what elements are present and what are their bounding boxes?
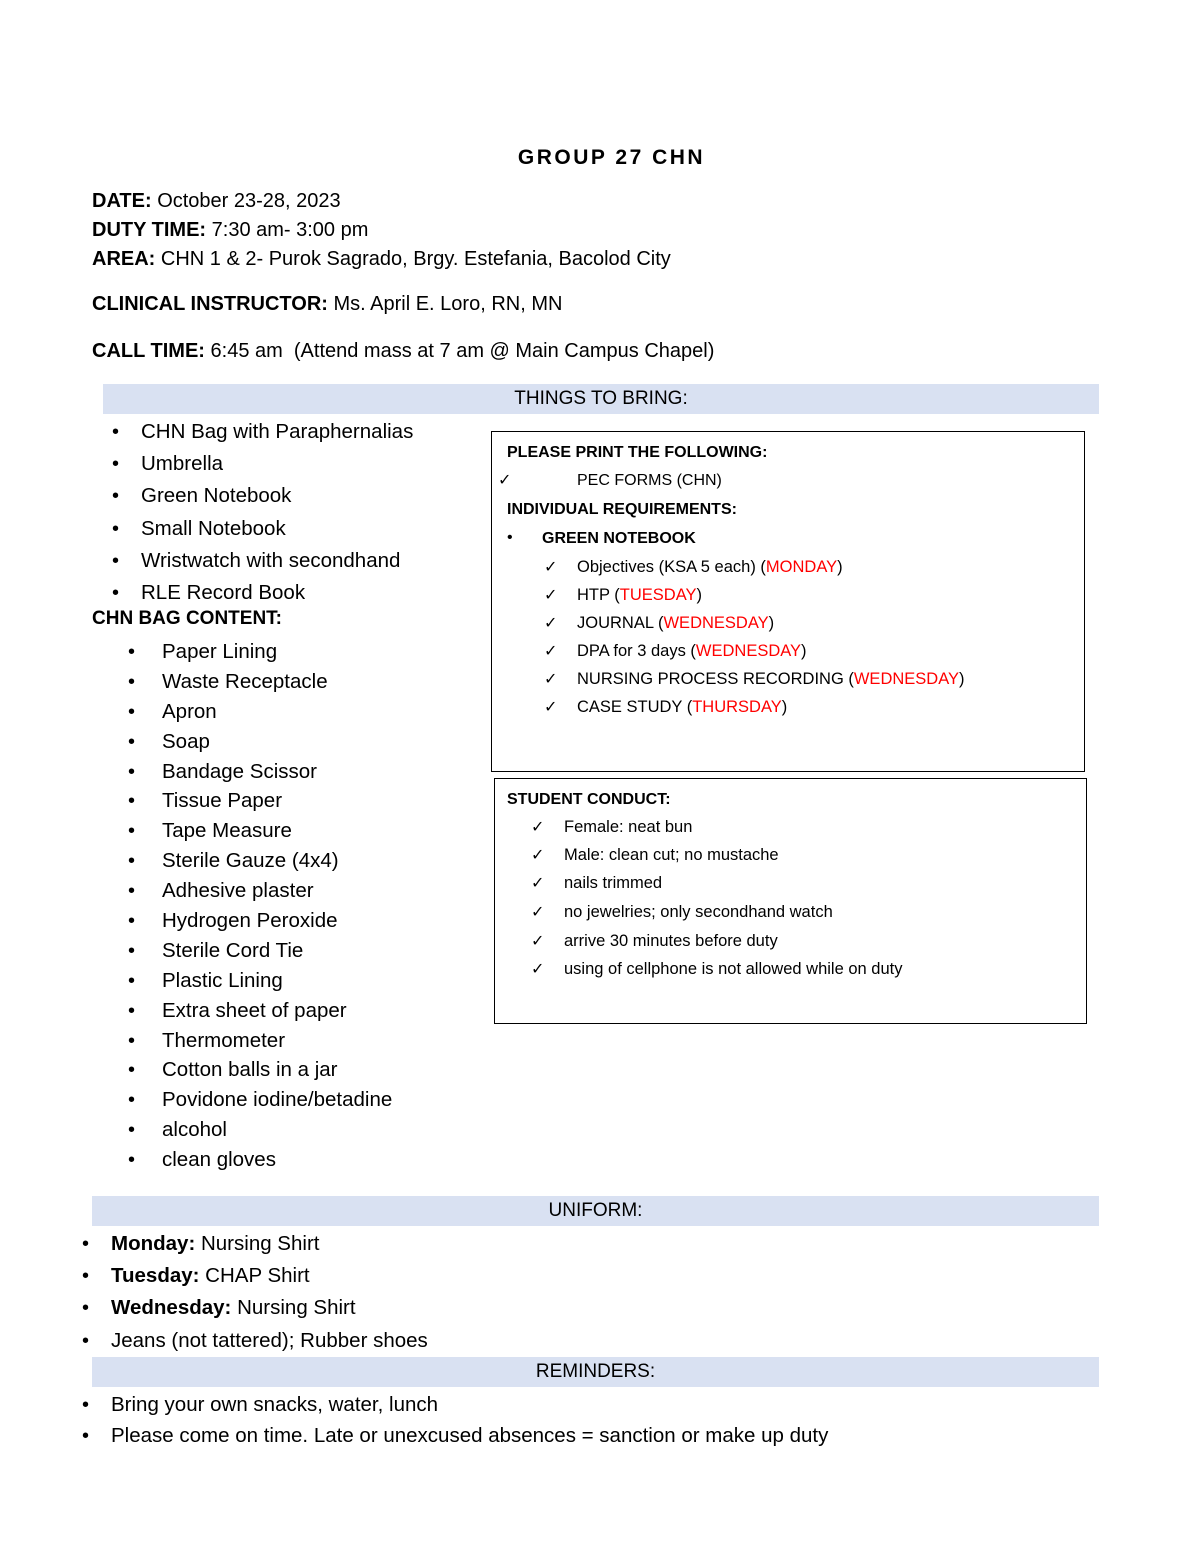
check-icon: ✓: [531, 902, 545, 921]
list-item: • Green Notebook: [0, 480, 413, 512]
requirement-day: WEDNESDAY: [663, 614, 769, 632]
requirement-item: [577, 614, 774, 633]
list-item: • CHN Bag with Paraphernalias: [0, 416, 413, 448]
uniform-item: [0, 1228, 428, 1260]
area-value: CHN 1 & 2- Purok Sagrado, Brgy. Estefania, Bacolod City: [160, 248, 671, 270]
list-item: • Please come on time. Late or unexcused absences = sanction or make up duty: [0, 1420, 828, 1452]
uniform-item: [0, 1292, 428, 1324]
uniform-value: Nursing Shirt: [195, 1232, 320, 1255]
uniform-header: UNIFORM:: [92, 1196, 1099, 1226]
list-item: • clean gloves: [0, 1145, 392, 1175]
duty-time-line: [92, 219, 368, 242]
conduct-item: Male: clean cut; no mustache: [564, 846, 779, 864]
uniform-day: Tuesday:: [111, 1264, 200, 1288]
student-conduct-header: STUDENT CONDUCT:: [507, 791, 671, 808]
requirement-day: TUESDAY: [619, 586, 697, 604]
check-icon: ✓: [531, 845, 545, 864]
requirement-text: HTP (: [577, 586, 620, 604]
requirement-text: JOURNAL (: [577, 614, 664, 632]
check-icon: ✓: [544, 613, 558, 632]
area-label: AREA:: [92, 248, 156, 270]
requirement-text: DPA for 3 days (: [577, 642, 696, 660]
check-icon: ✓: [544, 557, 558, 576]
print-header: PLEASE PRINT THE FOLLOWING:: [507, 444, 768, 461]
list-item: • Bring your own snacks, water, lunch: [0, 1389, 828, 1420]
check-icon: ✓: [531, 959, 545, 978]
individual-requirements-header: INDIVIDUAL REQUIREMENTS:: [507, 501, 737, 518]
list-item: • Sterile Cord Tie: [0, 936, 392, 966]
clinical-instructor-line: [92, 293, 562, 316]
requirement-close: ): [696, 586, 702, 604]
page-title: GROUP 27 CHN: [517, 146, 706, 169]
list-item: • Tissue Paper: [0, 786, 392, 816]
requirement-text: Objectives (KSA 5 each) (: [577, 558, 766, 576]
uniform-value: CHAP Shirt: [199, 1264, 310, 1288]
date-value: October 23-28, 2023: [157, 190, 341, 212]
conduct-item: Female: neat bun: [564, 818, 693, 836]
things-to-bring-header: THINGS TO BRING:: [103, 384, 1099, 414]
student-conduct-box: [494, 778, 1087, 1024]
list-item: • Povidone iodine/betadine: [0, 1085, 392, 1115]
uniform-item: [0, 1325, 428, 1357]
requirement-day: MONDAY: [765, 558, 838, 576]
list-item: • Apron: [0, 697, 392, 727]
list-item: • Hydrogen Peroxide: [0, 906, 392, 936]
uniform-day: Wednesday:: [111, 1296, 232, 1320]
conduct-item: arrive 30 minutes before duty: [564, 932, 778, 950]
clinical-instructor-label: CLINICAL INSTRUCTOR:: [92, 293, 328, 315]
conduct-item: nails trimmed: [564, 874, 663, 892]
green-notebook-header: GREEN NOTEBOOK: [542, 530, 696, 547]
call-time-value: 6:45 am (Attend mass at 7 am @ Main Campus Chapel): [210, 340, 715, 362]
requirement-day: THURSDAY: [692, 698, 782, 716]
requirement-day: WEDNESDAY: [695, 642, 802, 660]
check-icon: ✓: [544, 697, 558, 716]
conduct-item: using of cellphone is not allowed while on duty: [564, 960, 903, 978]
requirement-item: [577, 558, 843, 577]
requirement-item: [577, 698, 787, 717]
requirement-close: ): [768, 614, 775, 632]
list-item: • Umbrella: [0, 448, 413, 480]
check-icon: ✓: [544, 641, 558, 660]
requirement-item: [577, 642, 807, 661]
list-item: • Soap: [0, 727, 392, 757]
uniform-value: Jeans (not tattered); Rubber shoes: [111, 1328, 428, 1352]
requirement-text: CASE STUDY (: [577, 698, 693, 716]
check-icon: ✓: [544, 585, 558, 604]
bag-content-header: CHN BAG CONTENT:: [92, 608, 282, 629]
check-icon: ✓: [531, 817, 545, 836]
list-item: • Waste Receptacle: [0, 667, 392, 697]
things-to-bring-list: [0, 416, 413, 609]
check-icon: ✓: [531, 873, 545, 892]
conduct-item: no jewelries; only secondhand watch: [564, 903, 833, 921]
uniform-day: Monday:: [111, 1232, 196, 1255]
list-item: • alcohol: [0, 1115, 392, 1145]
requirement-close: ): [958, 670, 965, 688]
list-item: • Wristwatch with secondhand: [0, 545, 413, 577]
list-item: • Sterile Gauze (4x4): [0, 846, 392, 876]
reminders-list: [0, 1389, 828, 1452]
call-time-label: CALL TIME:: [92, 340, 205, 362]
requirement-close: ): [801, 642, 807, 660]
uniform-list: [0, 1228, 428, 1357]
check-icon: ✓: [498, 470, 512, 489]
requirement-close: ): [837, 558, 843, 576]
list-item: • Tape Measure: [0, 816, 392, 846]
date-line: [92, 190, 341, 213]
duty-time-label: DUTY TIME:: [92, 219, 207, 241]
requirement-close: ): [781, 698, 788, 716]
uniform-item: [0, 1260, 428, 1292]
pec-forms-item: PEC FORMS (CHN): [577, 472, 722, 489]
area-line: [92, 248, 671, 271]
requirement-day: WEDNESDAY: [853, 670, 959, 688]
duty-time-value: 7:30 am- 3:00 pm: [211, 219, 369, 241]
list-item: • Bandage Scissor: [0, 757, 392, 787]
clinical-instructor-value: Ms. April E. Loro, RN, MN: [333, 293, 563, 315]
list-item: • Paper Lining: [0, 637, 392, 667]
list-item: • Thermometer: [0, 1026, 392, 1056]
list-item: • Small Notebook: [0, 513, 413, 545]
call-time-line: [92, 340, 714, 363]
bag-content-list: [0, 637, 392, 1175]
requirement-item: [577, 586, 702, 605]
print-requirements-box: [491, 431, 1085, 772]
uniform-value: Nursing Shirt: [231, 1296, 356, 1320]
list-item: • Extra sheet of paper: [0, 996, 392, 1026]
date-label: DATE:: [92, 190, 152, 212]
reminders-header: REMINDERS:: [92, 1357, 1099, 1387]
requirement-text: NURSING PROCESS RECORDING (: [577, 670, 854, 688]
requirement-item: [577, 670, 964, 689]
list-item: • Plastic Lining: [0, 966, 392, 996]
bullet-icon: •: [507, 529, 513, 546]
list-item: • Adhesive plaster: [0, 876, 392, 906]
list-item: • Cotton balls in a jar: [0, 1055, 392, 1085]
check-icon: ✓: [531, 931, 545, 950]
check-icon: ✓: [544, 669, 558, 688]
list-item: • RLE Record Book: [0, 577, 413, 609]
